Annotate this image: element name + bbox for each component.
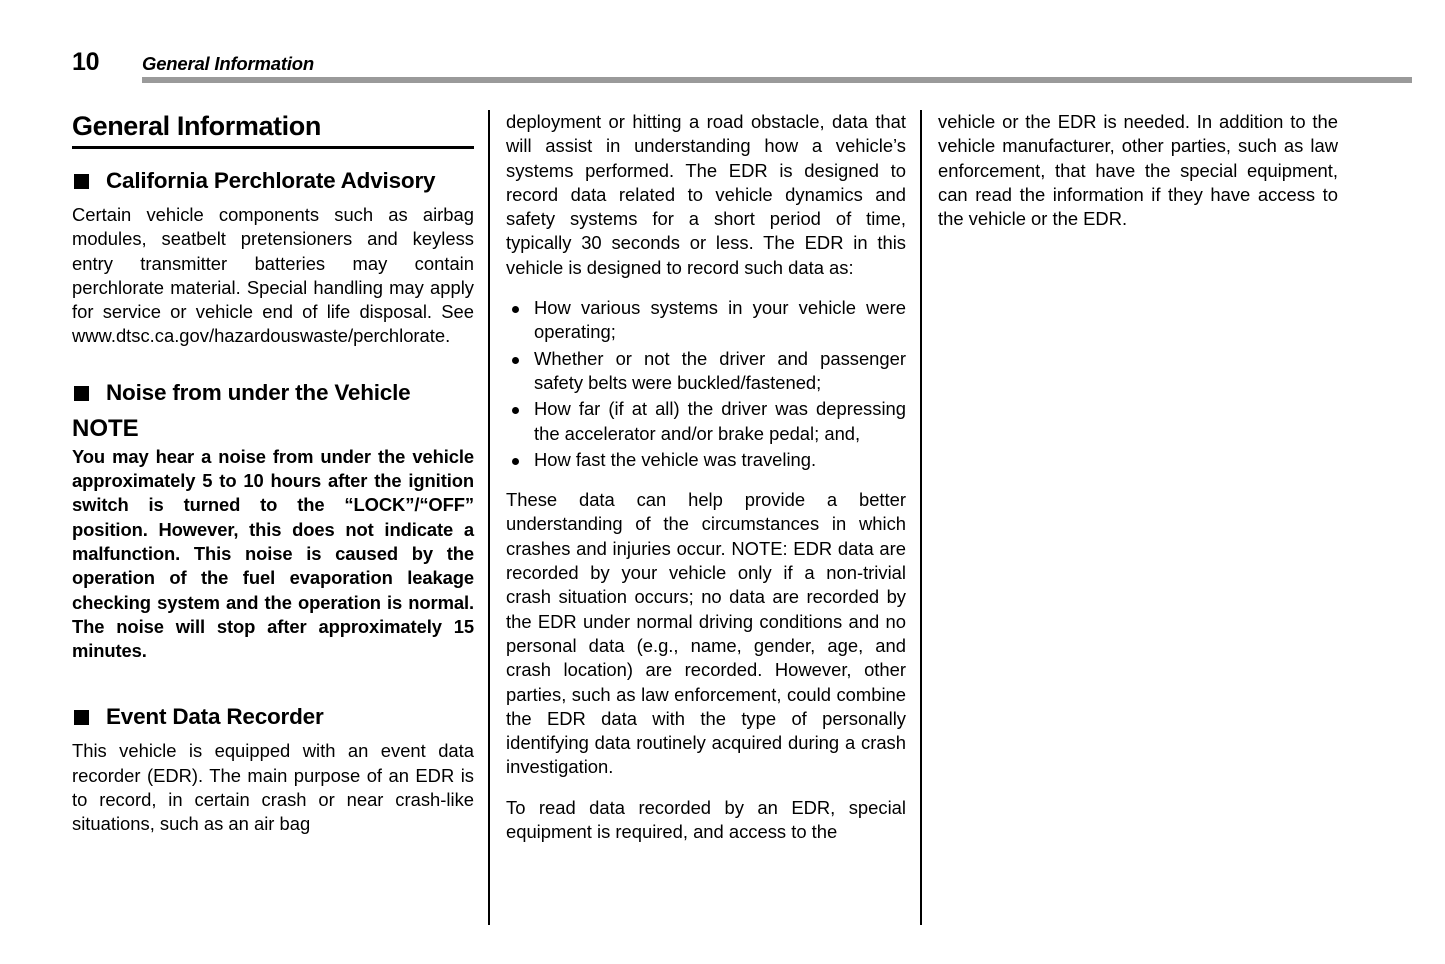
section-title: General Information <box>72 111 321 141</box>
subsection-heading-edr <box>72 703 474 731</box>
list-item <box>506 347 906 396</box>
list-item <box>506 296 906 345</box>
column-divider-right <box>920 110 922 925</box>
square-bullet-icon <box>74 386 89 401</box>
edr-continued-paragraph: deployment or hitting a road obstacle, data that will assist in understanding how a vehicle’s systems performed. The EDR is designed to record data related to vehicle dynamics and safety systems for a short period of time, typically 30 seconds or less. The EDR in this vehicle is designed to record such data as: <box>506 111 906 278</box>
list-item <box>506 397 906 446</box>
dot-bullet-icon <box>512 357 519 364</box>
list-item-label: How far (if at all) the driver was depressing the accelerator and/or brake pedal; and, <box>534 398 906 444</box>
dot-bullet-icon <box>512 407 519 414</box>
page-header <box>72 48 1340 82</box>
header-divider-rule <box>142 77 1412 83</box>
spacer <box>72 679 474 703</box>
dot-bullet-icon <box>512 458 519 465</box>
edr-data-list <box>506 296 906 472</box>
note-label: NOTE <box>72 414 139 442</box>
section-title-rule <box>72 146 474 149</box>
column-two <box>506 110 906 844</box>
noise-note-paragraph: You may hear a noise from under the vehicle approximately 5 to 10 hours after the ignition switch is turned to the “LOCK”/“OFF” position. However, this does not indicate a malfunction. This noise is caused by the operation of the fuel evaporation leakage checking system and the operation is normal. The noise will stop after approximately 15 minutes. <box>72 445 474 662</box>
square-bullet-icon <box>74 174 89 189</box>
column-one <box>72 110 474 837</box>
perchlorate-paragraph: Certain vehicle components such as airbag modules, seatbelt pretensioners and keyless entry transmitter batteries may contain perchlorate material. Special handling may apply for service or vehicle end of life disposal. See www.dtsc.ca.gov/hazardouswaste/perchlorate. <box>72 204 474 347</box>
subsection-heading-edr-label: Event Data Recorder <box>106 704 324 730</box>
subsection-heading-noise-label: Noise from under the Vehicle <box>106 379 411 405</box>
spacer <box>72 365 474 379</box>
dot-bullet-icon <box>512 306 519 313</box>
edr-read-data-continued-paragraph: vehicle or the EDR is needed. In addition to the vehicle manufacturer, other parties, such as law enforcement, that have the special equipment, can read the information if they have access to the vehicle or the EDR. <box>938 111 1338 230</box>
header-chapter-title: General Information <box>142 53 314 74</box>
column-three <box>938 110 1338 231</box>
list-item-label: How various systems in your vehicle were operating; <box>534 297 906 343</box>
list-item <box>506 448 906 472</box>
list-item-label: Whether or not the driver and passenger safety belts were buckled/fastened; <box>534 347 906 393</box>
edr-paragraph: This vehicle is equipped with an event data recorder (EDR). The main purpose of an EDR is to record, in certain crash or near crash-like situations, such as an air bag <box>72 740 474 835</box>
list-item-label: How fast the vehicle was traveling. <box>534 448 817 470</box>
subsection-heading-perchlorate-label: California Perchlorate Advisory <box>106 168 436 193</box>
subsection-heading-noise <box>72 379 474 407</box>
subsection-heading-perchlorate <box>72 167 474 195</box>
edr-read-data-paragraph: To read data recorded by an EDR, special equipment is required, and access to the <box>506 796 906 843</box>
column-divider-left <box>488 110 490 925</box>
square-bullet-icon <box>74 710 89 725</box>
page-number: 10 <box>72 48 100 76</box>
edr-explanation-paragraph: These data can help provide a better understanding of the circumstances in which crashes and injuries occur. NOTE: EDR data are recorded by your vehicle only if a non-trivial crash situation occurs; no data are recorded by the EDR under normal driving conditions and no personal data (e.g., name, gender, age, and crash location) are recorded. However, other parties, such as law enforcement, could combine the EDR data with the type of personally identifying data routinely acquired during a crash investigation. <box>506 489 906 778</box>
